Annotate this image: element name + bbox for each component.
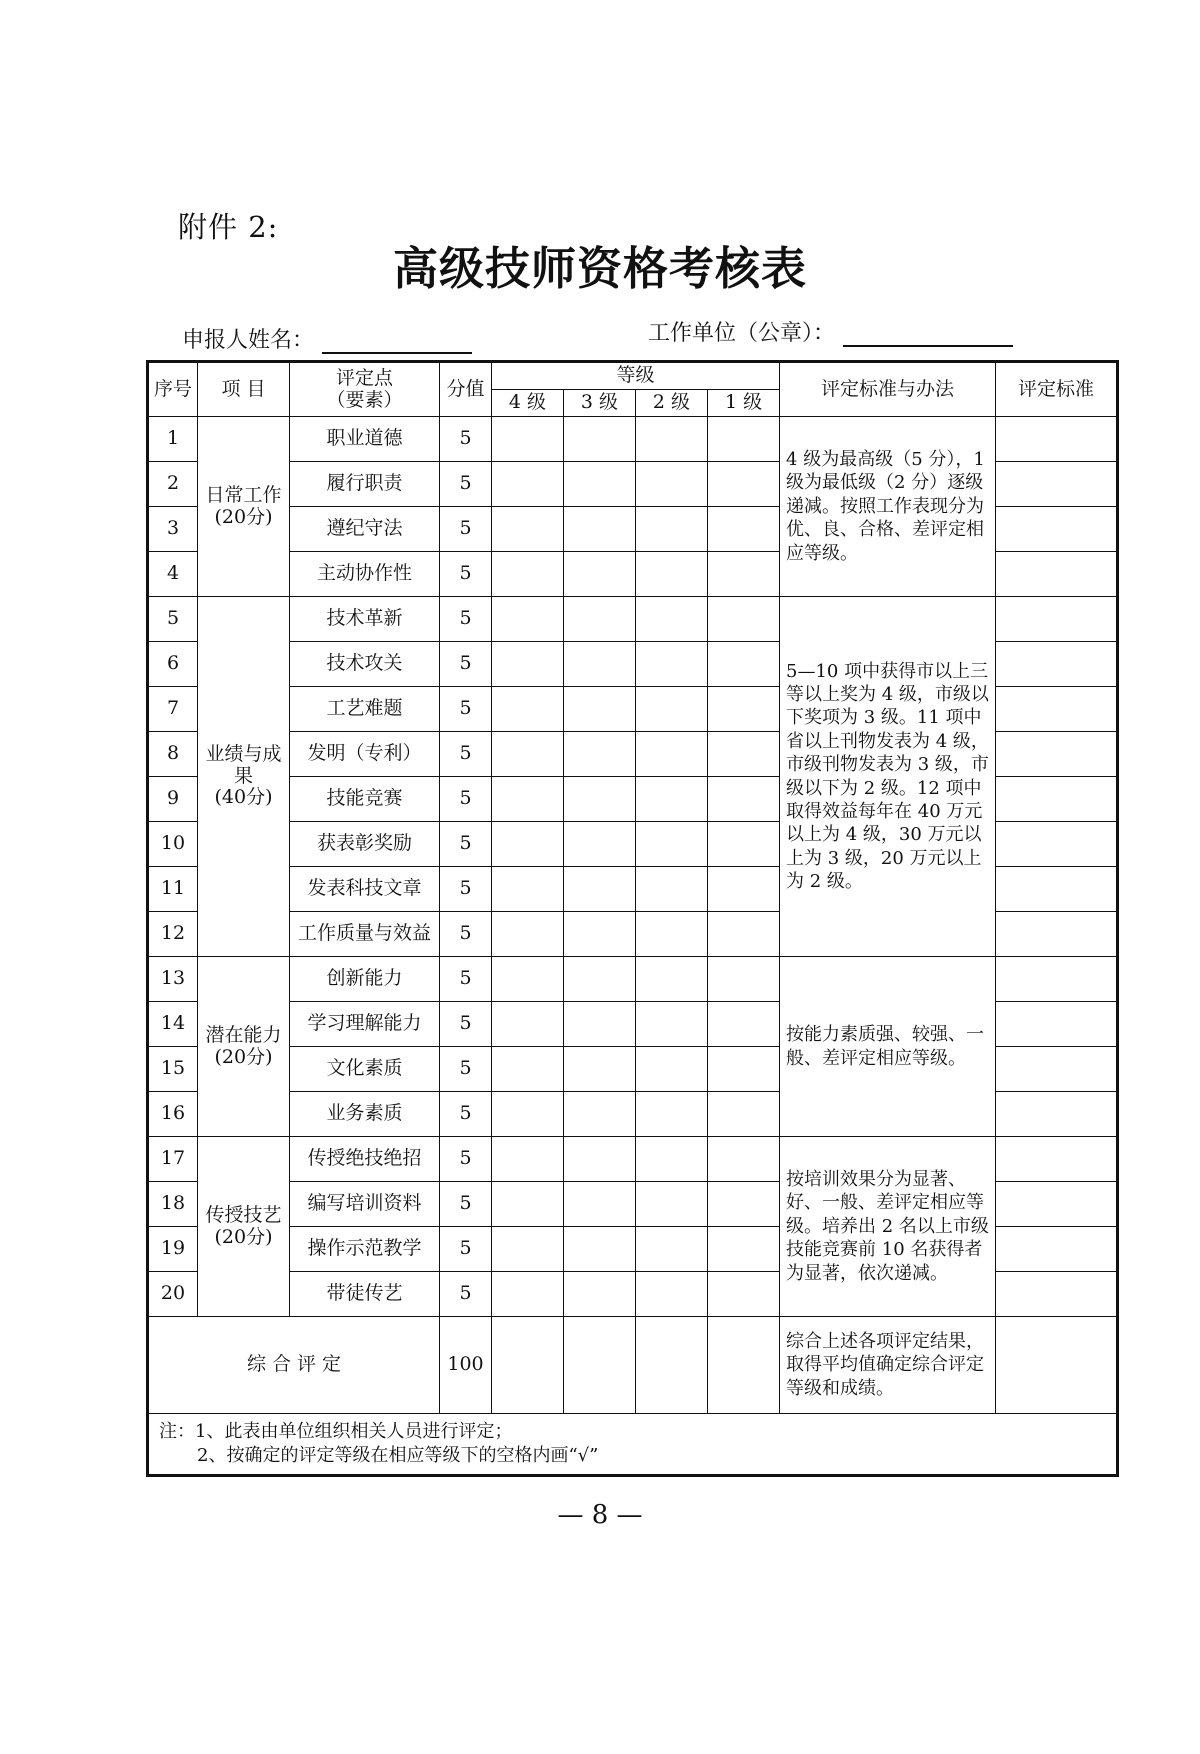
grade-4-cell[interactable] [492,687,564,732]
header-grade-3: 3 级 [564,390,636,417]
grade-1-cell[interactable] [708,732,780,777]
grade-3-cell[interactable] [564,777,636,822]
grade-2-cell[interactable] [636,1227,708,1272]
grade-3-cell[interactable] [564,687,636,732]
note-line-1: 注：1、此表由单位组织相关人员进行评定； [159,1420,513,1442]
row-point: 创新能力 [290,957,440,1002]
row-point: 工艺难题 [290,687,440,732]
grade-4-cell[interactable] [492,597,564,642]
result-cell[interactable] [996,642,1118,687]
row-seq: 1 [148,417,198,462]
grade-3-cell[interactable] [564,462,636,507]
grade-4-cell[interactable] [492,867,564,912]
row-seq: 3 [148,507,198,552]
result-cell[interactable] [996,777,1118,822]
row-score: 5 [440,507,492,552]
group-name: 传授技艺 [205,1203,282,1226]
row-point: 工作质量与效益 [290,912,440,957]
grade-4-cell[interactable] [492,507,564,552]
row-score: 5 [440,732,492,777]
row-seq: 5 [148,597,198,642]
grade-2-cell[interactable] [636,1182,708,1227]
grade-1-cell[interactable] [708,777,780,822]
row-seq: 7 [148,687,198,732]
row-seq: 20 [148,1272,198,1317]
applicant-name-label: 申报人姓名： [182,328,315,353]
grade-3-cell[interactable] [564,417,636,462]
grade-4-cell[interactable] [492,1272,564,1317]
row-seq: 11 [148,867,198,912]
grade-2-cell[interactable] [636,732,708,777]
row-point: 发表科技文章 [290,867,440,912]
grade-3-cell[interactable] [564,1137,636,1182]
result-cell[interactable] [996,687,1118,732]
group-cell [198,417,290,597]
result-cell[interactable] [996,507,1118,552]
header-point-line2: （要素） [326,388,403,411]
header-item: 项 目 [198,362,290,417]
summary-score: 100 [440,1317,492,1414]
row-seq: 6 [148,642,198,687]
row-point: 遵纪守法 [290,507,440,552]
grade-2-cell[interactable] [636,417,708,462]
grade-4-cell[interactable] [492,642,564,687]
header-score: 分值 [440,362,492,417]
applicant-name-field [182,323,472,354]
result-cell[interactable] [996,912,1118,957]
result-cell[interactable] [996,552,1118,597]
row-point: 技术攻关 [290,642,440,687]
summary-standard: 综合上述各项评定结果，取得平均值确定综合评定等级和成绩。 [780,1317,996,1414]
row-score: 5 [440,912,492,957]
grade-1-cell[interactable] [708,642,780,687]
grade-4-cell[interactable] [492,732,564,777]
row-score: 5 [440,1092,492,1137]
row-score: 5 [440,1227,492,1272]
result-cell[interactable] [996,1227,1118,1272]
row-score: 5 [440,1002,492,1047]
row-seq: 19 [148,1227,198,1272]
grade-4-cell[interactable] [492,1092,564,1137]
header-method: 评定标准与办法 [780,362,996,417]
grade-3-cell[interactable] [564,1272,636,1317]
group-points: (20分) [214,505,273,528]
assessment-table [146,360,1119,1477]
group-cell [198,957,290,1137]
result-cell[interactable] [996,597,1118,642]
grade-4-cell[interactable] [492,417,564,462]
row-score: 5 [440,597,492,642]
notes-row [148,1414,1118,1476]
row-score: 5 [440,1182,492,1227]
header-seq: 序号 [148,362,198,417]
grade-1-cell[interactable] [708,1182,780,1227]
header-point-line1: 评定点 [335,366,393,389]
grade-1-cell[interactable] [708,417,780,462]
summary-grade-1-cell[interactable] [708,1317,780,1414]
grade-1-cell[interactable] [708,1092,780,1137]
applicant-name-blank[interactable] [322,334,472,354]
grade-2-cell[interactable] [636,1137,708,1182]
work-unit-blank[interactable] [843,327,1013,347]
grade-1-cell[interactable] [708,597,780,642]
result-cell[interactable] [996,957,1118,1002]
grade-2-cell[interactable] [636,1002,708,1047]
group-points: (20分) [214,1045,273,1068]
row-score: 5 [440,687,492,732]
grade-1-cell[interactable] [708,912,780,957]
row-score: 5 [440,1272,492,1317]
grade-2-cell[interactable] [636,1092,708,1137]
standard-cell: 5—10 项中获得市以上三等以上奖为 4 级，市级以下奖项为 3 级。11 项中省以上刊物发表为 4 级，市级刊物发表为 3 级，市级以下为 2 级。12 项中取得效益每年在 40 万元以上为 4 级，30 万元以上为 3 级，20 万元以上为 2 级。 [780,597,996,957]
grade-3-cell[interactable] [564,1047,636,1092]
header-grade: 等级 [492,362,780,390]
row-seq: 14 [148,1002,198,1047]
row-point: 操作示范教学 [290,1227,440,1272]
summary-grade-4-cell[interactable] [492,1317,564,1414]
row-point: 学习理解能力 [290,1002,440,1047]
grade-1-cell[interactable] [708,462,780,507]
table-row [148,597,1118,642]
standard-cell: 按能力素质强、较强、一般、差评定相应等级。 [780,957,996,1137]
row-seq: 9 [148,777,198,822]
grade-2-cell[interactable] [636,777,708,822]
row-seq: 4 [148,552,198,597]
summary-label: 综 合 评 定 [148,1317,440,1414]
grade-4-cell[interactable] [492,462,564,507]
row-score: 5 [440,462,492,507]
row-score: 5 [440,417,492,462]
grade-4-cell[interactable] [492,957,564,1002]
notes-cell [148,1414,1118,1476]
grade-4-cell[interactable] [492,1227,564,1272]
result-cell[interactable] [996,1002,1118,1047]
grade-2-cell[interactable] [636,822,708,867]
grade-3-cell[interactable] [564,552,636,597]
row-point: 业务素质 [290,1092,440,1137]
grade-3-cell[interactable] [564,957,636,1002]
summary-grade-2-cell[interactable] [636,1317,708,1414]
attachment-label: 附件 2: [178,210,279,244]
row-point: 主动协作性 [290,552,440,597]
grade-2-cell[interactable] [636,642,708,687]
row-point: 履行职责 [290,462,440,507]
grade-3-cell[interactable] [564,732,636,777]
grade-3-cell[interactable] [564,912,636,957]
grade-1-cell[interactable] [708,957,780,1002]
group-cell [198,1137,290,1317]
row-point: 技术革新 [290,597,440,642]
page-number: — 8 — [557,1500,643,1530]
grade-4-cell[interactable] [492,1047,564,1092]
standard-cell: 4 级为最高级（5 分），1 级为最低级（2 分）逐级递减。按照工作表现分为优、良、合格、差评定相应等级。 [780,417,996,597]
result-cell[interactable] [996,1182,1118,1227]
grade-3-cell[interactable] [564,507,636,552]
row-point: 技能竞赛 [290,777,440,822]
header-point [290,362,440,417]
row-seq: 12 [148,912,198,957]
grade-4-cell[interactable] [492,777,564,822]
work-unit-field [648,316,1013,347]
row-score: 5 [440,552,492,597]
grade-1-cell[interactable] [708,1047,780,1092]
grade-1-cell[interactable] [708,867,780,912]
summary-grade-3-cell[interactable] [564,1317,636,1414]
grade-2-cell[interactable] [636,507,708,552]
grade-2-cell[interactable] [636,552,708,597]
grade-2-cell[interactable] [636,912,708,957]
grade-3-cell[interactable] [564,867,636,912]
grade-1-cell[interactable] [708,687,780,732]
result-cell[interactable] [996,417,1118,462]
result-cell[interactable] [996,462,1118,507]
grade-4-cell[interactable] [492,1002,564,1047]
note-line-2: 2、按确定的评定等级在相应等级下的空格内画“√” [197,1445,599,1466]
row-point: 带徒传艺 [290,1272,440,1317]
summary-row [148,1317,1118,1414]
header-result: 评定标准 [996,362,1118,417]
result-cell[interactable] [996,1137,1118,1182]
grade-3-cell[interactable] [564,822,636,867]
row-seq: 15 [148,1047,198,1092]
grade-2-cell[interactable] [636,687,708,732]
table-row [148,957,1118,1002]
group-points: (20分) [214,1225,273,1248]
grade-1-cell[interactable] [708,552,780,597]
grade-3-cell[interactable] [564,642,636,687]
row-score: 5 [440,1137,492,1182]
grade-3-cell[interactable] [564,1092,636,1137]
work-unit-label: 工作单位（公章）： [648,321,836,346]
result-cell[interactable] [996,1272,1118,1317]
row-seq: 8 [148,732,198,777]
table-row [148,417,1118,462]
header-grade-4: 4 级 [492,390,564,417]
row-seq: 16 [148,1092,198,1137]
header-grade-2: 2 级 [636,390,708,417]
row-point: 文化素质 [290,1047,440,1092]
group-name: 日常工作 [205,483,282,506]
grade-4-cell[interactable] [492,912,564,957]
grade-4-cell[interactable] [492,822,564,867]
result-cell[interactable] [996,1092,1118,1137]
group-name: 业绩与成果 [205,742,282,787]
grade-2-cell[interactable] [636,1047,708,1092]
grade-3-cell[interactable] [564,1182,636,1227]
row-score: 5 [440,1047,492,1092]
row-seq: 2 [148,462,198,507]
grade-3-cell[interactable] [564,1227,636,1272]
row-seq: 18 [148,1182,198,1227]
row-score: 5 [440,822,492,867]
table-row [148,1137,1118,1182]
grade-2-cell[interactable] [636,1272,708,1317]
grade-2-cell[interactable] [636,462,708,507]
row-point: 获表彰奖励 [290,822,440,867]
grade-4-cell[interactable] [492,552,564,597]
grade-3-cell[interactable] [564,597,636,642]
page-title: 高级技师资格考核表 [392,242,807,295]
grade-1-cell[interactable] [708,1272,780,1317]
grade-1-cell[interactable] [708,507,780,552]
group-name: 潜在能力 [205,1023,282,1046]
result-cell[interactable] [996,867,1118,912]
standard-cell: 按培训效果分为显著、好、一般、差评定相应等级。培养出 2 名以上市级技能竞赛前 10 名获得者为显著，依次递减。 [780,1137,996,1317]
row-score: 5 [440,867,492,912]
header-grade-1: 1 级 [708,390,780,417]
result-cell[interactable] [996,822,1118,867]
grade-3-cell[interactable] [564,1002,636,1047]
grade-1-cell[interactable] [708,1227,780,1272]
row-seq: 17 [148,1137,198,1182]
grade-2-cell[interactable] [636,597,708,642]
grade-2-cell[interactable] [636,957,708,1002]
row-score: 5 [440,957,492,1002]
grade-4-cell[interactable] [492,1137,564,1182]
result-cell[interactable] [996,1047,1118,1092]
group-cell [198,597,290,957]
row-point: 发明（专利） [290,732,440,777]
row-point: 传授绝技绝招 [290,1137,440,1182]
row-score: 5 [440,777,492,822]
row-point: 编写培训资料 [290,1182,440,1227]
grade-1-cell[interactable] [708,1137,780,1182]
grade-4-cell[interactable] [492,1182,564,1227]
grade-2-cell[interactable] [636,867,708,912]
grade-1-cell[interactable] [708,822,780,867]
row-point: 职业道德 [290,417,440,462]
group-points: (40分) [214,786,273,809]
result-cell[interactable] [996,732,1118,777]
grade-1-cell[interactable] [708,1002,780,1047]
row-seq: 10 [148,822,198,867]
summary-result-cell[interactable] [996,1317,1118,1414]
row-seq: 13 [148,957,198,1002]
row-score: 5 [440,642,492,687]
